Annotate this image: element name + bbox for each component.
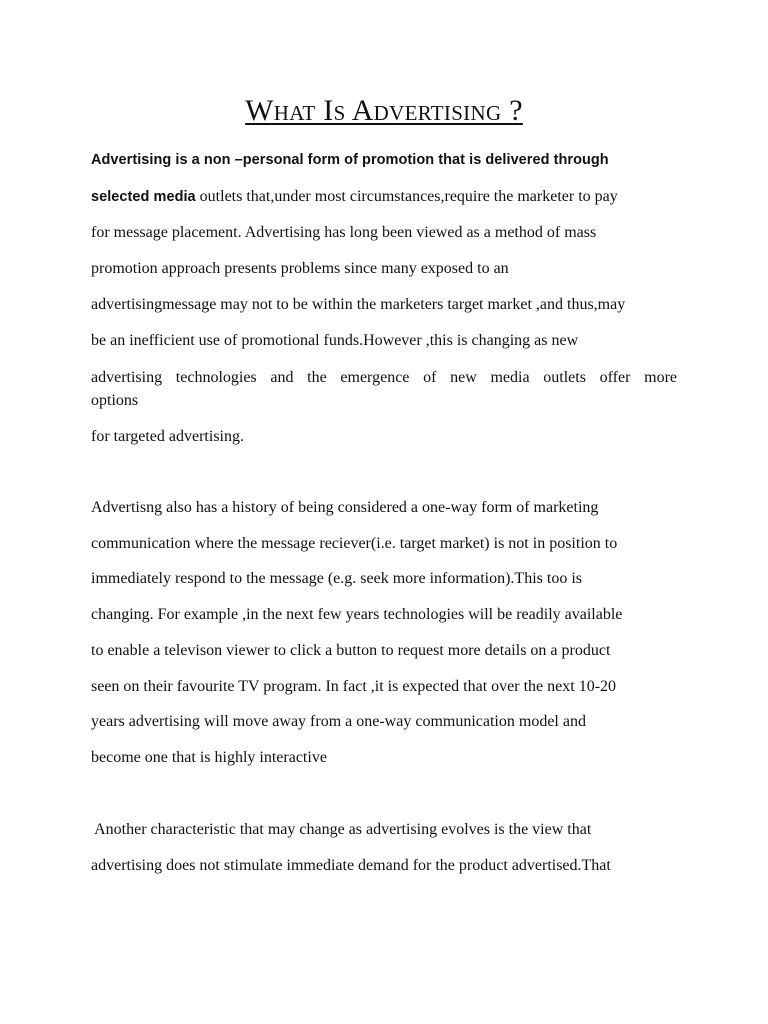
paragraph-line-lead: selected media [91,189,196,205]
paragraph-line-rest: outlets that,under most circumstances,require the marketer to pay [199,188,618,205]
paragraph-line: become one that is highly interactive [91,749,327,766]
paragraph-line: options [91,392,139,409]
paragraph-line: years advertising will move away from a one-way communication model and [91,713,586,730]
paragraph-line: for message placement. Advertising has long been viewed as a method of mass [91,224,597,241]
paragraph-line: Another characteristic that may change as advertising evolves is the view that [91,821,592,838]
paragraph-line: advertisingmessage may not to be within the marketers target market ,and thus,may [91,296,626,313]
document-title: What Is Advertising ? [245,94,523,127]
paragraph-line: advertising does not stimulate immediate demand for the product advertised.That [91,857,611,874]
paragraph-line: to enable a televison viewer to click a button to request more details on a product [91,642,611,659]
paragraph-line: communication where the message reciever(i.e. target market) is not in position to [91,535,618,552]
paragraph-line: Advertising is a non –personal form of promotion that is delivered through [91,152,609,168]
paragraph-line: changing. For example ,in the next few years technologies will be readily available [91,606,623,623]
paragraph-line: immediately respond to the message (e.g. seek more information).This too is [91,570,582,587]
paragraph-line: promotion approach presents problems since many exposed to an [91,260,509,277]
paragraph-line: be an inefficient use of promotional funds.However ,this is changing as new [91,332,579,349]
paragraph-line: for targeted advertising. [91,428,244,445]
paragraph-line: advertising technologies and the emergence of new media outlets offer more [91,369,677,386]
paragraph-line: seen on their favourite TV program. In fact ,it is expected that over the next 10-20 [91,678,617,695]
paragraph-line: Advertisng also has a history of being considered a one-way form of marketing [91,499,599,516]
paragraph-line [91,187,677,207]
